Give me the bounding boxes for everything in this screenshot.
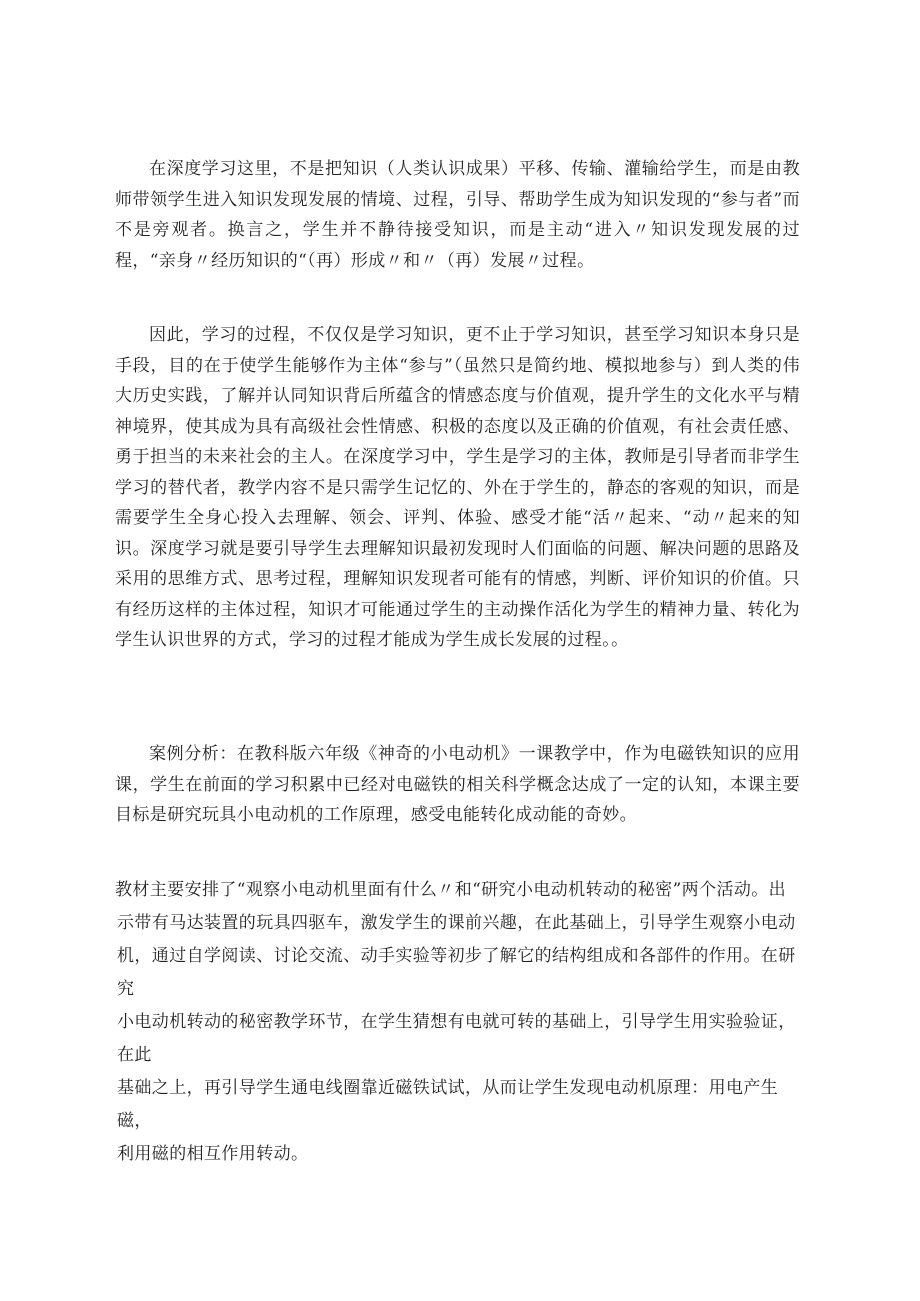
text-line: 利用磁的相互作用转动。 <box>117 1144 309 1164</box>
text-line: 基础之上，再引导学生通电线圈靠近磁铁试试，从而让学生发现电动机原理：用电产生磁， <box>117 1078 779 1131</box>
paragraph-case-analysis: 案例分析：在教科版六年级《神奇的小电动机》一课教学中，作为电磁铁知识的应用课，学生在前面的学习积累中已经对电磁铁的相关科学概念达成了一定的认知，本课主要目标是研究玩具小电动机的工作原理，感受电能转化成动能的奇妙。 <box>115 744 800 825</box>
text-line: 教材主要安排了“观察小电动机里面有什么〃和“研究小电动机转动的秘密”两个活动。出 <box>115 880 787 900</box>
paragraph-deep-learning-participation: 在深度学习这里，不是把知识（人类认识成果）平移、传输、灌输给学生，而是由教师带领学生进入知识发现发展的情境、过程，引导、帮助学生成为知识发现的“参与者”而不是旁观者。换言之，学生并不静待接受知识，而是主动“进入〃知识发现发展的过程，“亲身〃经历知识的“（再）形成〃和〃（再）发展〃过程。 <box>115 159 800 271</box>
text-line: 机，通过自学阅读、讨论交流、动手实验等初步了解它的结构组成和各部件的作用。在研究 <box>117 946 796 999</box>
text-line: 小电动机转动的秘密教学环节，在学生猜想有电就可转的基础上，引导学生用实验验证，在此 <box>117 1012 796 1065</box>
paragraph-learning-process: 因此，学习的过程，不仅仅是学习知识，更不止于学习知识，甚至学习知识本身只是手段，目的在于使学生能够作为主体“参与”（虽然只是简约地、模拟地参与）到人类的伟大历史实践，了解并认同知识背后所蕴含的情感态度与价值观，提升学生的文化水平与精神境界，使其成为具有高级社会性情感、积极的态度以及正确的价值观，有社会责任感、勇于担当的未来社会的主人。在深度学习中，学生是学习的主体，教师是引导者而非学生学习的替代者，教学内容不是只需学生记忆的、外在于学生的，静态的客观的知识，而是需要学生全身心投入去理解、领会、评判、体验、感受才能“活〃起来、“动〃起来的知识。深度学习就是要引导学生去理解知识最初发现时人们面临的问题、解决问题的思路及采用的思维方式、思考过程，理解知识发现者可能有的情感，判断、评价知识的价值。只有经历这样的主体过程，知识才可能通过学生的主动操作活化为学生的精神力量、转化为学生认识世界的方式，学习的过程才能成为学生成长发展的过程。。 <box>115 325 800 650</box>
text-line: 示带有马达装置的玩具四驱车，激发学生的课前兴趣，在此基础上，引导学生观察小电动 <box>117 913 796 933</box>
paragraph-textbook-activities <box>115 874 800 1171</box>
